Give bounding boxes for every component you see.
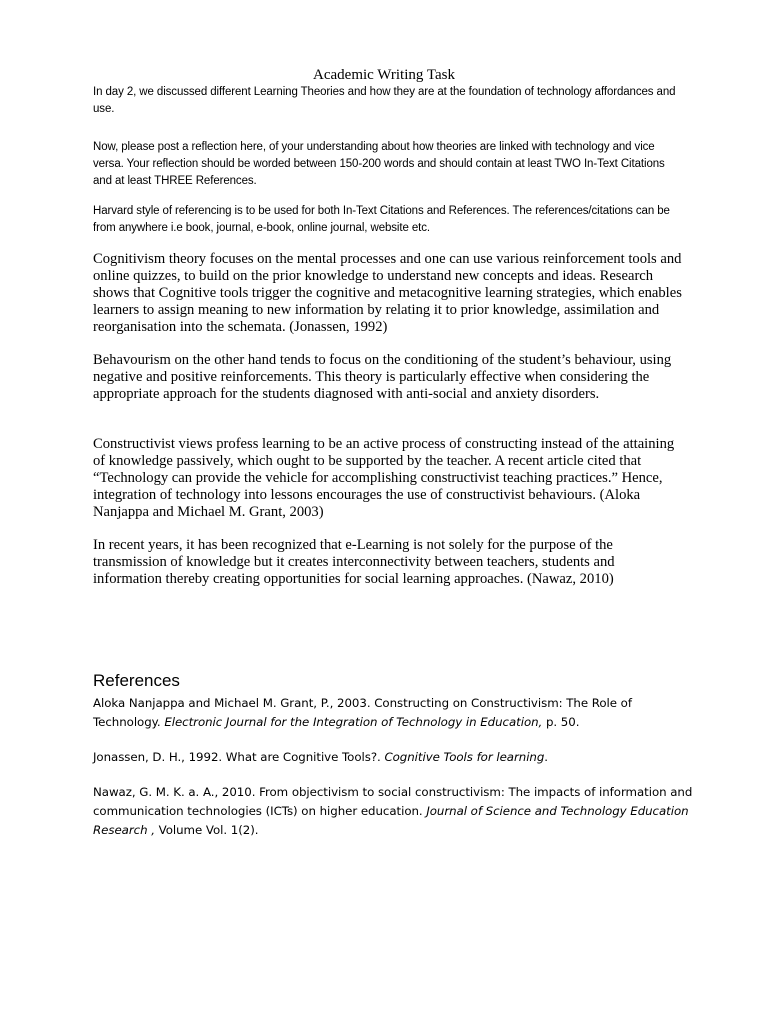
body-paragraph-behaviourism: Behavourism on the other hand tends to focus on the conditioning of the student’s behaviour, using negative and positive reinforcements. This theory is particularly effective when considering the appropriate approach for the students diagnosed with anti-social and anxiety disorders. — [93, 352, 672, 402]
reference-item — [93, 694, 693, 732]
reference-tail: p. 50. — [542, 715, 580, 729]
reference-text: Jonassen, D. H., 1992. What are Cognitive Tools?. — [93, 750, 385, 764]
body-paragraph-constructivism: Constructivist views profess learning to be an active process of constructing instead of the attaining of knowledge passively, which ought to be supported by the teacher. A recent article cited that “Technology can provide the vehicle for accomplishing constructivist teaching practices.” Hence, integration of technology into lessons encourages the use of constructivist behaviours. (Aloka Nanjappa and Michael M. Grant, 2003) — [93, 436, 675, 520]
references-heading: References — [93, 671, 180, 690]
document-title: Academic Writing Task — [313, 67, 455, 83]
instruction-paragraph-3: Harvard style of referencing is to be used for both In-Text Citations and References. The references/citations can be from anywhere i.e book, journal, e-book, online journal, website etc. — [93, 205, 670, 234]
reference-source: Cognitive Tools for learning — [384, 750, 545, 764]
reference-text: Aloka Nanjappa and Michael M. Grant, P., 2003. Constructing on Constructivism: The Role of Technology. — [93, 696, 632, 729]
reference-tail: Volume Vol. 1(2). — [154, 823, 259, 837]
reference-source: Electronic Journal for the Integration of Technology in Education, — [164, 715, 543, 729]
reference-source: Journal of Science and Technology Education Research , — [93, 804, 689, 837]
instruction-paragraph-2: Now, please post a reflection here, of your understanding about how theories are linked with technology and vice versa. Your reflection should be worded between 150-200 words and should contain at least TWO In-Text Citations and at least THREE References. — [93, 141, 665, 187]
body-paragraph-cognitivism: Cognitivism theory focuses on the mental processes and one can use various reinforcement tools and online quizzes, to build on the prior knowledge to understand new concepts and ideas. Research shows that Cognitive tools trigger the cognitive and metacognitive learning strategies, which enables learners to assign meaning to new information by relating it to prior knowledge, assimilation and reorganisation into the schemata. (Jonassen, 1992) — [93, 251, 682, 335]
reference-item — [93, 748, 693, 767]
reference-item — [93, 783, 693, 840]
instruction-paragraph-1: In day 2, we discussed different Learning Theories and how they are at the foundation of technology affordances and use. — [93, 86, 676, 115]
body-paragraph-elearning: In recent years, it has been recognized that e-Learning is not solely for the purpose of the transmission of knowledge but it creates interconnectivity between teachers, students and information thereby creating opportunities for social learning approaches. (Nawaz, 2010) — [93, 537, 615, 587]
reference-text: Nawaz, G. M. K. a. A., 2010. From objectivism to social constructivism: The impacts of information and communication technologies (ICTs) on higher education. — [93, 785, 693, 818]
reference-tail: . — [544, 750, 548, 764]
